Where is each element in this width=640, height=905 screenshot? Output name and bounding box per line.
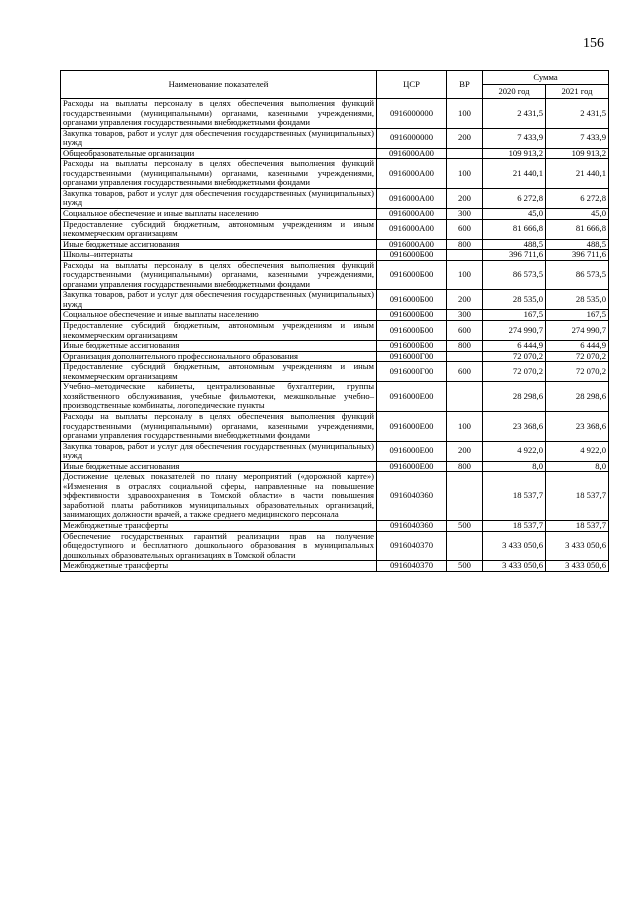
cell-vr: 600 bbox=[447, 321, 483, 341]
cell-vr: 500 bbox=[447, 520, 483, 531]
cell-csr: 0916000А00 bbox=[377, 159, 447, 189]
cell-name: Иные бюджетные ассигнования bbox=[61, 461, 377, 472]
cell-csr: 0916000А00 bbox=[377, 239, 447, 250]
cell-y2020: 7 433,9 bbox=[483, 128, 546, 148]
cell-name: Закупка товаров, работ и услуг для обеспечения государственных (муниципальных) нужд bbox=[61, 128, 377, 148]
cell-vr: 100 bbox=[447, 159, 483, 189]
cell-y2020: 18 537,7 bbox=[483, 472, 546, 521]
cell-y2020: 72 070,2 bbox=[483, 351, 546, 362]
cell-y2021: 45,0 bbox=[546, 209, 609, 220]
cell-y2021: 2 431,5 bbox=[546, 99, 609, 129]
table-row bbox=[61, 99, 609, 129]
cell-csr: 0916000Б00 bbox=[377, 341, 447, 352]
cell-name: Межбюджетные трансферты bbox=[61, 520, 377, 531]
cell-csr: 0916040360 bbox=[377, 520, 447, 531]
table-header bbox=[61, 71, 609, 99]
cell-vr bbox=[447, 531, 483, 561]
cell-name: Учебно–методические кабинеты, централизованные бухгалтерии, группы хозяйственного обслуживания, учебные фильмотеки, межшкольные учебно–производственные комбинаты, логопедические пункты bbox=[61, 382, 377, 412]
cell-y2020: 3 433 050,6 bbox=[483, 561, 546, 572]
cell-csr: 0916040370 bbox=[377, 561, 447, 572]
cell-name: Расходы на выплаты персоналу в целях обеспечения выполнения функций государственными (муниципальными) органами, казенными учреждениями, органами управления государственными внебюджетными фондами bbox=[61, 99, 377, 129]
cell-y2021: 6 444,9 bbox=[546, 341, 609, 352]
cell-y2021: 28 535,0 bbox=[546, 290, 609, 310]
cell-csr: 0916000Г00 bbox=[377, 351, 447, 362]
table-row bbox=[61, 159, 609, 189]
header-year-2021: 2021 год bbox=[546, 85, 609, 99]
cell-y2021: 6 272,8 bbox=[546, 188, 609, 208]
cell-y2021: 18 537,7 bbox=[546, 472, 609, 521]
header-csr: ЦСР bbox=[377, 71, 447, 99]
cell-y2021: 167,5 bbox=[546, 310, 609, 321]
cell-vr: 500 bbox=[447, 561, 483, 572]
cell-name: Общеобразовательные организации bbox=[61, 148, 377, 159]
cell-y2020: 167,5 bbox=[483, 310, 546, 321]
cell-vr bbox=[447, 382, 483, 412]
cell-vr: 800 bbox=[447, 341, 483, 352]
cell-y2020: 8,0 bbox=[483, 461, 546, 472]
cell-vr bbox=[447, 250, 483, 261]
cell-y2020: 21 440,1 bbox=[483, 159, 546, 189]
budget-table bbox=[60, 70, 609, 572]
cell-csr: 0916000Б00 bbox=[377, 321, 447, 341]
cell-y2020: 109 913,2 bbox=[483, 148, 546, 159]
cell-csr: 0916040370 bbox=[377, 531, 447, 561]
cell-y2020: 6 444,9 bbox=[483, 341, 546, 352]
cell-csr: 0916000Б00 bbox=[377, 260, 447, 290]
table-row bbox=[61, 472, 609, 521]
cell-csr: 0916000000 bbox=[377, 99, 447, 129]
cell-y2021: 109 913,2 bbox=[546, 148, 609, 159]
cell-name: Расходы на выплаты персоналу в целях обеспечения выполнения функций государственными (муниципальными) органами, казенными учреждениями, органами управления государственными внебюджетными фондами bbox=[61, 260, 377, 290]
cell-y2020: 488,5 bbox=[483, 239, 546, 250]
table-row bbox=[61, 239, 609, 250]
table-row bbox=[61, 441, 609, 461]
cell-y2021: 488,5 bbox=[546, 239, 609, 250]
cell-name: Закупка товаров, работ и услуг для обеспечения государственных (муниципальных) нужд bbox=[61, 441, 377, 461]
table-row bbox=[61, 411, 609, 441]
cell-vr bbox=[447, 472, 483, 521]
cell-y2020: 3 433 050,6 bbox=[483, 531, 546, 561]
cell-csr: 0916000Б00 bbox=[377, 290, 447, 310]
cell-y2021: 274 990,7 bbox=[546, 321, 609, 341]
cell-vr: 200 bbox=[447, 441, 483, 461]
cell-name: Закупка товаров, работ и услуг для обеспечения государственных (муниципальных) нужд bbox=[61, 188, 377, 208]
table-row bbox=[61, 290, 609, 310]
cell-y2020: 23 368,6 bbox=[483, 411, 546, 441]
cell-name: Расходы на выплаты персоналу в целях обеспечения выполнения функций государственными (муниципальными) органами, казенными учреждениями, органами управления государственными внебюджетными фондами bbox=[61, 159, 377, 189]
cell-csr: 0916000А00 bbox=[377, 188, 447, 208]
cell-y2021: 18 537,7 bbox=[546, 520, 609, 531]
cell-y2020: 396 711,6 bbox=[483, 250, 546, 261]
cell-name: Социальное обеспечение и иные выплаты населению bbox=[61, 310, 377, 321]
cell-name: Закупка товаров, работ и услуг для обеспечения государственных (муниципальных) нужд bbox=[61, 290, 377, 310]
cell-y2021: 23 368,6 bbox=[546, 411, 609, 441]
cell-csr: 0916000Е00 bbox=[377, 441, 447, 461]
cell-name: Достижение целевых показателей по плану мероприятий («дорожной карте») «Изменения в отраслях социальной сферы, направленные на повышение эффективности здравоохранения в Томской области» в части повышения заработной платы работников муниципальных образовательных организаций, занимающих должности врачей, а также среднего медицинского персонала bbox=[61, 472, 377, 521]
cell-y2021: 396 711,6 bbox=[546, 250, 609, 261]
table-row bbox=[61, 351, 609, 362]
cell-csr: 0916000Е00 bbox=[377, 382, 447, 412]
cell-y2020: 6 272,8 bbox=[483, 188, 546, 208]
table-row bbox=[61, 250, 609, 261]
cell-y2021: 21 440,1 bbox=[546, 159, 609, 189]
cell-csr: 0916000000 bbox=[377, 128, 447, 148]
table-row bbox=[61, 188, 609, 208]
cell-y2020: 81 666,8 bbox=[483, 219, 546, 239]
cell-name: Обеспечение государственных гарантий реализации прав на получение общедоступного и бесплатного дошкольного образования в муниципальных дошкольных образовательных организациях в Томской области bbox=[61, 531, 377, 561]
cell-vr: 200 bbox=[447, 188, 483, 208]
cell-y2021: 3 433 050,6 bbox=[546, 531, 609, 561]
cell-y2020: 28 535,0 bbox=[483, 290, 546, 310]
table-row bbox=[61, 209, 609, 220]
table-row bbox=[61, 310, 609, 321]
cell-name: Предоставление субсидий бюджетным, автономным учреждениям и иным некоммерческим организациям bbox=[61, 362, 377, 382]
cell-vr bbox=[447, 148, 483, 159]
table-row bbox=[61, 260, 609, 290]
cell-vr bbox=[447, 351, 483, 362]
table-row bbox=[61, 520, 609, 531]
cell-csr: 0916000Е00 bbox=[377, 411, 447, 441]
cell-name: Социальное обеспечение и иные выплаты населению bbox=[61, 209, 377, 220]
cell-name: Школы–интернаты bbox=[61, 250, 377, 261]
cell-y2021: 72 070,2 bbox=[546, 362, 609, 382]
cell-vr: 600 bbox=[447, 219, 483, 239]
cell-csr: 0916000А00 bbox=[377, 148, 447, 159]
cell-csr: 0916000Е00 bbox=[377, 461, 447, 472]
cell-vr: 100 bbox=[447, 411, 483, 441]
table-row bbox=[61, 531, 609, 561]
cell-name: Иные бюджетные ассигнования bbox=[61, 239, 377, 250]
cell-y2021: 72 070,2 bbox=[546, 351, 609, 362]
cell-csr: 0916000А00 bbox=[377, 209, 447, 220]
cell-y2021: 4 922,0 bbox=[546, 441, 609, 461]
cell-y2020: 18 537,7 bbox=[483, 520, 546, 531]
cell-name: Расходы на выплаты персоналу в целях обеспечения выполнения функций государственными (муниципальными) органами, казенными учреждениями, органами управления государственными внебюджетными фондами bbox=[61, 411, 377, 441]
cell-vr: 100 bbox=[447, 260, 483, 290]
cell-name: Иные бюджетные ассигнования bbox=[61, 341, 377, 352]
cell-y2021: 28 298,6 bbox=[546, 382, 609, 412]
cell-vr: 300 bbox=[447, 209, 483, 220]
table-row bbox=[61, 362, 609, 382]
cell-csr: 0916040360 bbox=[377, 472, 447, 521]
table-row bbox=[61, 219, 609, 239]
cell-name: Предоставление субсидий бюджетным, автономным учреждениям и иным некоммерческим организациям bbox=[61, 219, 377, 239]
cell-y2020: 86 573,5 bbox=[483, 260, 546, 290]
cell-y2021: 8,0 bbox=[546, 461, 609, 472]
cell-y2020: 2 431,5 bbox=[483, 99, 546, 129]
header-sum: Сумма bbox=[483, 71, 609, 85]
cell-csr: 0916000Б00 bbox=[377, 250, 447, 261]
cell-vr: 200 bbox=[447, 290, 483, 310]
cell-vr: 300 bbox=[447, 310, 483, 321]
cell-vr: 600 bbox=[447, 362, 483, 382]
cell-csr: 0916000А00 bbox=[377, 219, 447, 239]
header-vr: ВР bbox=[447, 71, 483, 99]
table-row bbox=[61, 128, 609, 148]
cell-y2021: 3 433 050,6 bbox=[546, 561, 609, 572]
cell-y2021: 81 666,8 bbox=[546, 219, 609, 239]
cell-y2021: 86 573,5 bbox=[546, 260, 609, 290]
cell-vr: 200 bbox=[447, 128, 483, 148]
table-row bbox=[61, 561, 609, 572]
cell-y2020: 4 922,0 bbox=[483, 441, 546, 461]
cell-csr: 0916000Б00 bbox=[377, 310, 447, 321]
table-row bbox=[61, 382, 609, 412]
cell-y2020: 45,0 bbox=[483, 209, 546, 220]
cell-name: Межбюджетные трансферты bbox=[61, 561, 377, 572]
cell-y2020: 28 298,6 bbox=[483, 382, 546, 412]
page-number: 156 bbox=[583, 36, 604, 51]
table-body bbox=[61, 99, 609, 572]
table-row bbox=[61, 148, 609, 159]
cell-y2020: 274 990,7 bbox=[483, 321, 546, 341]
table-row bbox=[61, 461, 609, 472]
cell-vr: 800 bbox=[447, 239, 483, 250]
cell-vr: 800 bbox=[447, 461, 483, 472]
cell-name: Предоставление субсидий бюджетным, автономным учреждениям и иным некоммерческим организациям bbox=[61, 321, 377, 341]
cell-y2021: 7 433,9 bbox=[546, 128, 609, 148]
table-row bbox=[61, 341, 609, 352]
cell-name: Организация дополнительного профессионального образования bbox=[61, 351, 377, 362]
cell-csr: 0916000Г00 bbox=[377, 362, 447, 382]
table-row bbox=[61, 321, 609, 341]
header-name: Наименование показателей bbox=[61, 71, 377, 99]
cell-vr: 100 bbox=[447, 99, 483, 129]
cell-y2020: 72 070,2 bbox=[483, 362, 546, 382]
header-year-2020: 2020 год bbox=[483, 85, 546, 99]
